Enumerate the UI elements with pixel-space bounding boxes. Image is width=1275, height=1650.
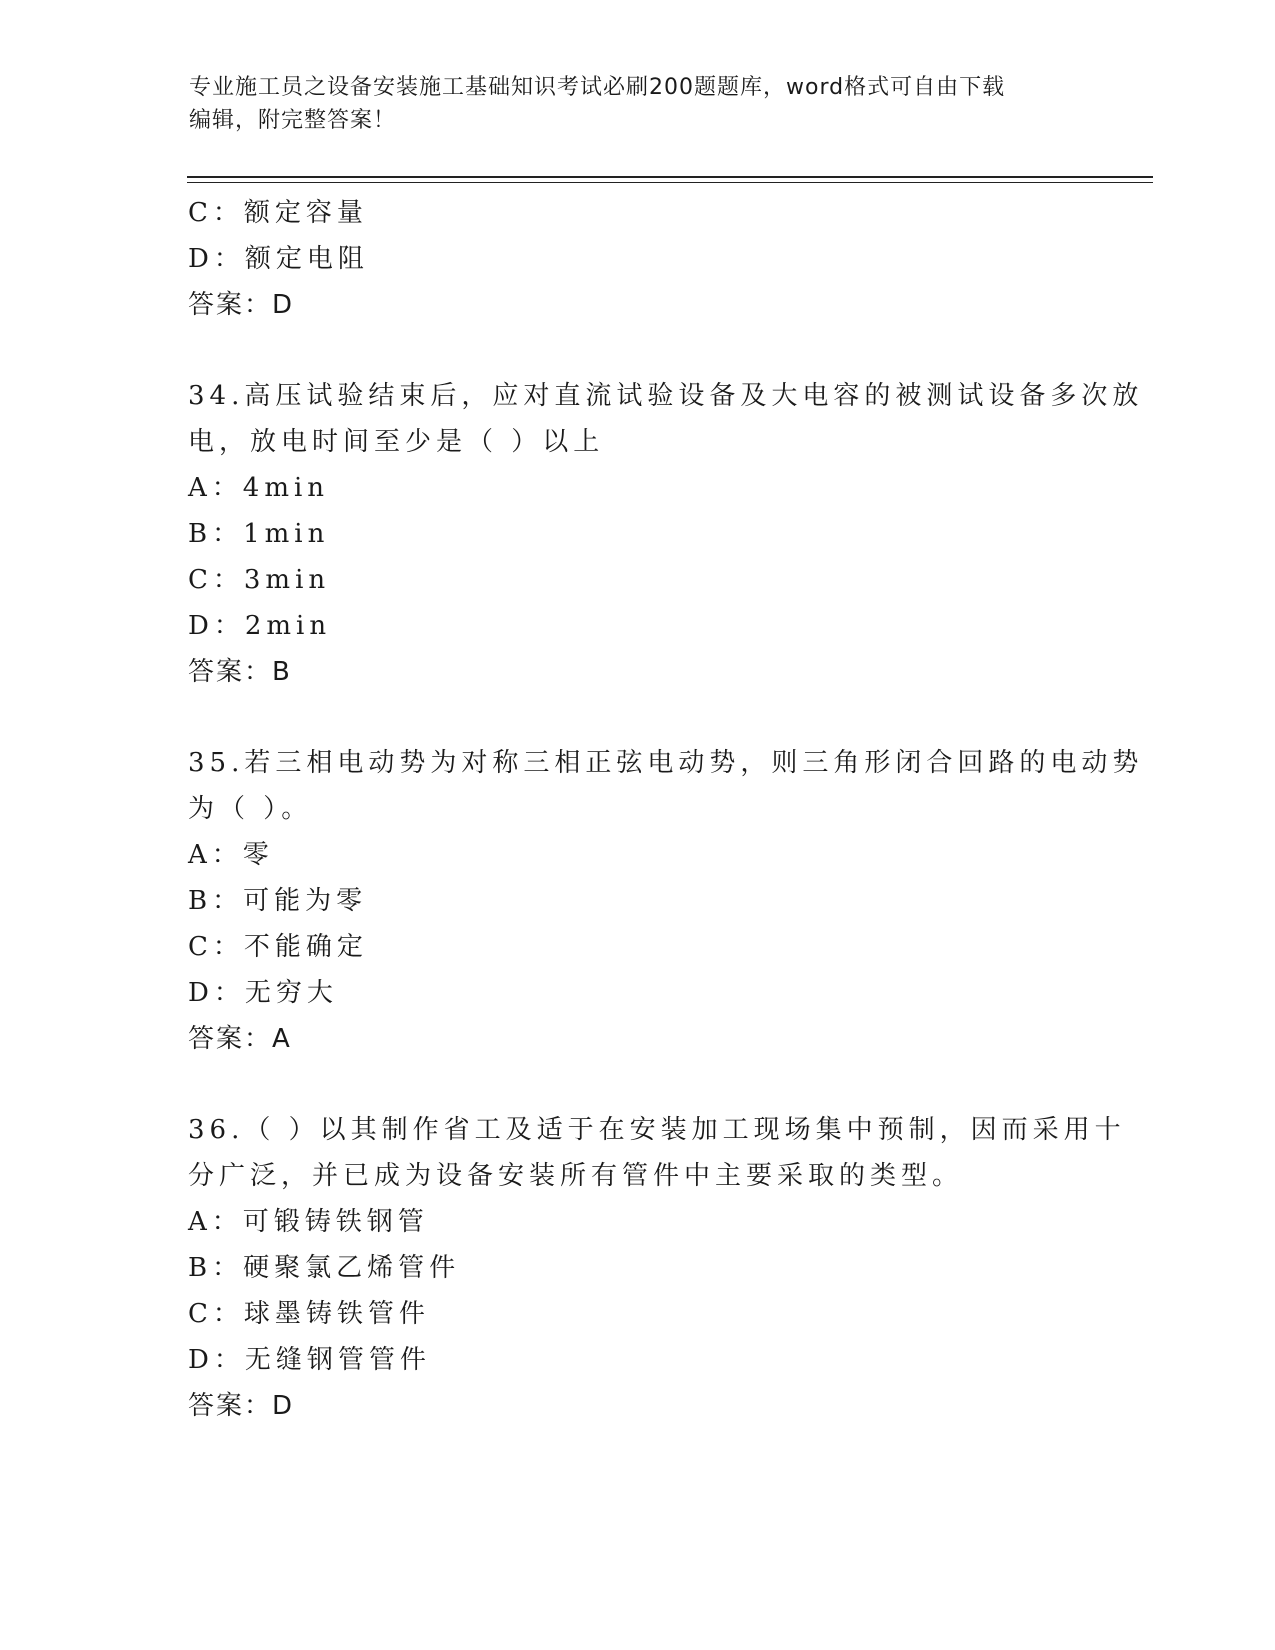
option-d: D：无缝钢管管件 [188, 1345, 431, 1375]
question-block-34 [188, 373, 1144, 695]
option-d: D：额定电阻 [188, 244, 369, 274]
question-stem-line: 分广泛，并已成为设备安装所有管件中主要采取的类型。 [188, 1161, 964, 1191]
option-b: B：1min [188, 519, 330, 549]
header-title-line-1: 专业施工员之设备安装施工基础知识考试必刷200题题库，word格式可自由下载 [189, 75, 1006, 100]
question-block-36 [188, 1107, 1126, 1429]
question-stem-line: 为（ ）。 [188, 794, 313, 824]
option-d: D：2min [188, 611, 332, 641]
option-c: C：不能确定 [188, 932, 368, 962]
header-title-line-2: 编辑，附完整答案！ [189, 108, 397, 133]
spacer [188, 328, 1088, 373]
answer-line: 答案：B [188, 657, 292, 687]
option-b: B：可能为零 [188, 886, 368, 916]
question-block-35 [188, 740, 1144, 1062]
question-stem-line: 35.若三相电动势为对称三相正弦电动势，则三角形闭合回路的电动势 [188, 748, 1144, 778]
option-a: A：4min [188, 473, 330, 503]
question-stem-line: 电，放电时间至少是（ ）以上 [188, 427, 605, 457]
answer-line: 答案：A [188, 1024, 292, 1054]
spacer [188, 695, 1088, 740]
option-a: A：零 [188, 840, 274, 870]
option-a: A：可锻铸铁钢管 [188, 1207, 429, 1237]
spacer [188, 1062, 1088, 1107]
option-c: C：3min [188, 565, 331, 595]
answer-line: 答案：D [188, 1391, 295, 1421]
option-c: C：额定容量 [188, 198, 368, 228]
header-divider-thick [187, 176, 1153, 178]
header-divider-thin [187, 182, 1153, 183]
question-stem-line: 34.高压试验结束后，应对直流试验设备及大电容的被测试设备多次放 [188, 381, 1144, 411]
option-b: B：硬聚氯乙烯管件 [188, 1253, 461, 1283]
answer-line: 答案：D [188, 290, 295, 320]
question-list [188, 190, 1144, 1429]
option-d: D：无穷大 [188, 978, 338, 1008]
page-header [189, 71, 1089, 137]
option-c: C：球墨铸铁管件 [188, 1299, 430, 1329]
question-stem-line: 36.（ ）以其制作省工及适于在安装加工现场集中预制，因而采用十 [188, 1115, 1126, 1145]
question-block-33-partial [188, 190, 1088, 328]
